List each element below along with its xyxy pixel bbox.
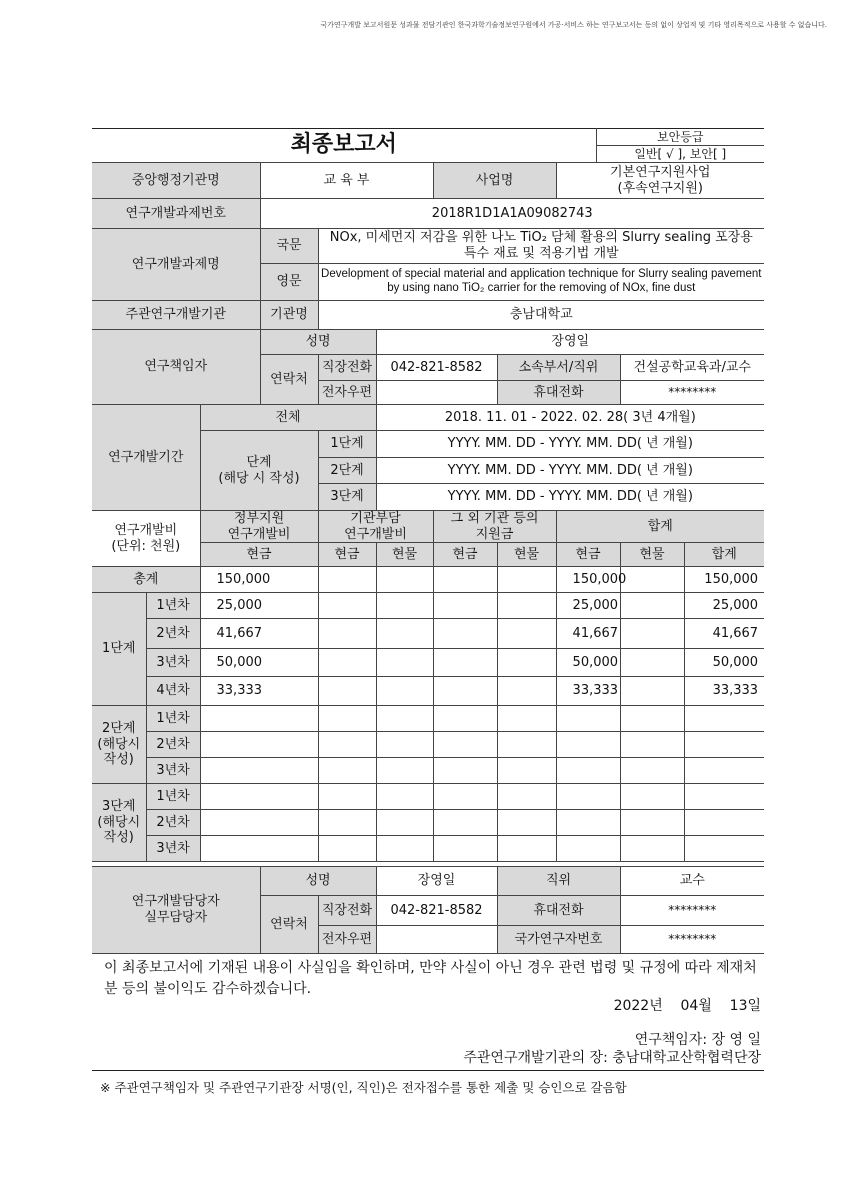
budget-row-sum-total: 25,000 (684, 593, 764, 619)
program-value: 기본연구지원사업 (후속연구지원) (556, 163, 764, 199)
budget-year-label: 2년차 (146, 810, 200, 836)
budget-other-goods-label: 현물 (497, 543, 556, 567)
institution-label: 주관연구개발기관 (92, 301, 260, 330)
budget-row-gov: 41,667 (200, 619, 318, 649)
budget-year-label: 4년차 (146, 677, 200, 706)
ministry-value: 교 육 부 (260, 163, 433, 199)
budget-gov-cash-label: 현금 (200, 543, 318, 567)
researcher-email-label: 전자우편 (318, 381, 376, 405)
budget-stage3-label: 3단계 (해당시 작성) (92, 784, 146, 862)
signature-head: 주관연구개발기관의 장: 충남대학교산학협력단장 (463, 1050, 761, 1066)
en-title-value: Development of special material and application technique for Slurry sealing pavement by using nano TiO₂ carrier for the removing of NOx, fine dust (318, 264, 764, 301)
budget-year-label: 3년차 (146, 836, 200, 862)
budget-sum-cash-label: 현금 (556, 543, 620, 567)
staff-name-value: 장영일 (376, 867, 497, 896)
researcher-contact-label: 연락처 (260, 355, 318, 405)
budget-gov-label: 정부지원 연구개발비 (200, 511, 318, 543)
researcher-name-label: 성명 (260, 330, 376, 355)
budget-inst-goods-label: 현물 (376, 543, 433, 567)
period-stage-3-value: YYYY. MM. DD - YYYY. MM. DD( 년 개월) (376, 484, 764, 511)
budget-year-label: 1년차 (146, 706, 200, 732)
program-label: 사업명 (433, 163, 556, 199)
budget-row-sum-cash: 25,000 (556, 593, 620, 619)
budget-row-sum-total: 33,333 (684, 677, 764, 706)
footer-divider (92, 1070, 764, 1071)
budget-row-sum-cash: 41,667 (556, 619, 620, 649)
budget-total-gov: 150,000 (200, 567, 318, 593)
researcher-name-value: 장영일 (376, 330, 764, 355)
budget-total-sum-cash: 150,000 (556, 567, 620, 593)
copyright-notice: 국가연구개발 보고서원문 성과물 전담기관인 한국과학기술정보연구원에서 가공·서비스 하는 연구보고서는 동의 없이 상업적 및 기타 영리목적으로 사용할 수 없습니다. (320, 21, 827, 29)
project-title-label: 연구개발과제명 (92, 229, 260, 301)
period-stage-3-label: 3단계 (318, 484, 376, 511)
staff-position-value: 교수 (620, 867, 764, 896)
signature-pi: 연구책임자: 장 영 일 (634, 1032, 761, 1048)
researcher-label: 연구책임자 (92, 330, 260, 405)
page-title: 최종보고서 (92, 129, 596, 163)
budget-row-sum-cash: 50,000 (556, 649, 620, 677)
period-stage-2-value: YYYY. MM. DD - YYYY. MM. DD( 년 개월) (376, 458, 764, 484)
budget-row-gov: 50,000 (200, 649, 318, 677)
staff-name-label: 성명 (260, 867, 376, 896)
staff-email-label: 전자우편 (318, 926, 376, 954)
budget-year-label: 2년차 (146, 732, 200, 758)
report-date: 2022년 04월 13일 (613, 998, 761, 1014)
budget-row-gov: 33,333 (200, 677, 318, 706)
budget-row-sum-total: 50,000 (684, 649, 764, 677)
staff-email-value (376, 926, 497, 954)
footnote: ※ 주관연구책임자 및 주관연구기관장 서명(인, 직인)은 전자접수를 통한 제출 및 승인으로 갈음함 (100, 1080, 627, 1095)
ministry-label: 중앙행정기관명 (92, 163, 260, 199)
budget-year-label: 1년차 (146, 784, 200, 810)
budget-inst-cash-label: 현금 (318, 543, 376, 567)
project-no-label: 연구개발과제번호 (92, 199, 260, 229)
staff-mobile-value: ******** (620, 896, 764, 926)
budget-inst-label: 기관부담 연구개발비 (318, 511, 433, 543)
signature-block (463, 1031, 761, 1067)
staff-label: 연구개발담당자 실무담당자 (92, 867, 260, 954)
staff-office-phone-label: 직장전화 (318, 896, 376, 926)
ko-title-value: NOx, 미세먼지 저감을 위한 나노 TiO₂ 담체 활용의 Slurry sealing 포장용 특수 재료 및 적용기법 개발 (318, 229, 764, 264)
period-budget-table (92, 404, 764, 862)
budget-sum-total-label: 합계 (684, 543, 764, 567)
staff-office-phone-value: 042-821-8582 (376, 896, 497, 926)
en-label: 영문 (260, 264, 318, 301)
budget-stage2-label: 2단계 (해당시 작성) (92, 706, 146, 784)
staff-national-no-value: ******** (620, 926, 764, 954)
staff-contact-label: 연락처 (260, 896, 318, 954)
budget-year-label: 3년차 (146, 649, 200, 677)
ko-label: 국문 (260, 229, 318, 264)
researcher-office-phone-value: 042-821-8582 (376, 355, 497, 381)
security-label: 보안등급 (596, 129, 764, 146)
institution-name-value: 충남대학교 (318, 301, 764, 330)
researcher-mobile-label: 휴대전화 (497, 381, 620, 405)
budget-sum-label: 합계 (556, 511, 764, 543)
budget-total-sum-total: 150,000 (684, 567, 764, 593)
researcher-dept-label: 소속부서/직위 (497, 355, 620, 381)
period-stage-1-value: YYYY. MM. DD - YYYY. MM. DD( 년 개월) (376, 431, 764, 458)
security-value: 일반[ √ ], 보안[ ] (596, 146, 764, 163)
budget-row-sum-total: 41,667 (684, 619, 764, 649)
budget-other-label: 그 외 기관 등의 지원금 (433, 511, 556, 543)
staff-position-label: 직위 (497, 867, 620, 896)
period-total-label: 전체 (200, 405, 376, 431)
staff-mobile-label: 휴대전화 (497, 896, 620, 926)
period-total-value: 2018. 11. 01 - 2022. 02. 28( 3년 4개월) (376, 405, 764, 431)
period-label: 연구개발기간 (92, 405, 200, 511)
budget-year-label: 3년차 (146, 758, 200, 784)
budget-sum-goods-label: 현물 (620, 543, 684, 567)
period-stage-label: 단계 (해당 시 작성) (200, 431, 318, 511)
statement-text: 이 최종보고서에 기재된 내용이 사실임을 확인하며, 만약 사실이 아닌 경우 관련 법령 및 규정에 따라 제재처분 등의 불이익도 감수하겠습니다. (104, 960, 757, 997)
researcher-email-value (376, 381, 497, 405)
researcher-mobile-value: ******** (620, 381, 764, 405)
researcher-dept-value: 건설공학교육과/교수 (620, 355, 764, 381)
header-table (92, 128, 764, 163)
project-no-value: 2018R1D1A1A09082743 (260, 199, 764, 229)
budget-year-label: 2년차 (146, 619, 200, 649)
budget-label: 연구개발비 (단위: 천원) (92, 511, 200, 567)
staff-national-no-label: 국가연구자번호 (497, 926, 620, 954)
budget-row-gov: 25,000 (200, 593, 318, 619)
institution-name-label: 기관명 (260, 301, 318, 330)
staff-table (92, 866, 764, 954)
info-table (92, 162, 764, 405)
budget-year-label: 1년차 (146, 593, 200, 619)
budget-stage1-label: 1단계 (92, 593, 146, 706)
period-stage-1-label: 1단계 (318, 431, 376, 458)
budget-other-cash-label: 현금 (433, 543, 497, 567)
researcher-office-phone-label: 직장전화 (318, 355, 376, 381)
period-stage-2-label: 2단계 (318, 458, 376, 484)
budget-row-sum-cash: 33,333 (556, 677, 620, 706)
budget-total-label: 총계 (92, 567, 200, 593)
